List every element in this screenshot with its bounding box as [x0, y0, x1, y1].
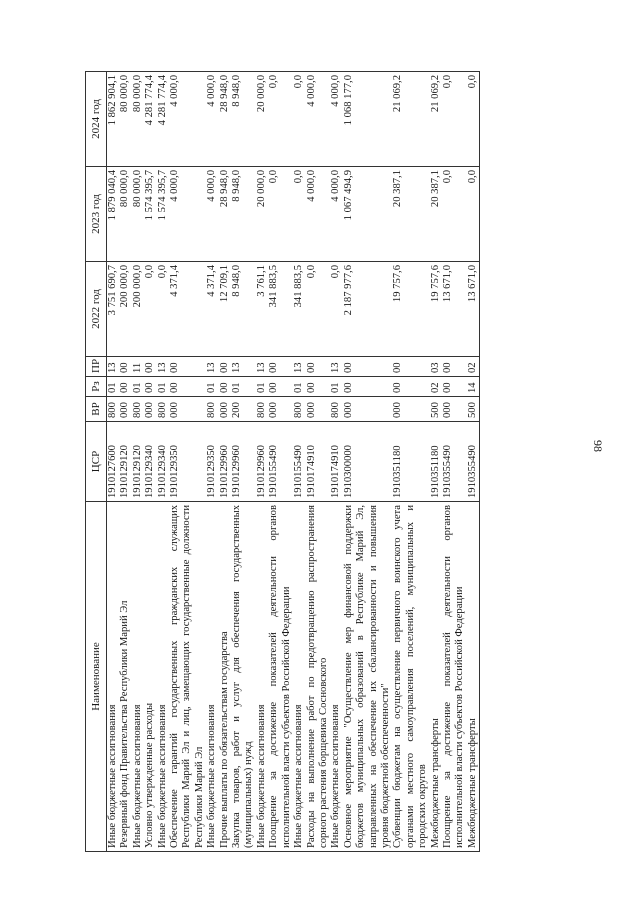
rotated-table-container: [85, 72, 525, 852]
row-2022: 200 000,0: [119, 262, 131, 357]
row-2023: 1 879 040,4: [107, 167, 120, 262]
row-csr: 1910351180: [392, 422, 429, 502]
row-csr: 1910155490: [268, 422, 293, 502]
budget-table: [85, 71, 480, 852]
row-name: Расходы на выполнение работ по предотвращению распространения сорного растения борщевика Сосновского: [306, 502, 331, 852]
row-2024: 0,0: [268, 72, 293, 167]
row-2023: 4 000,0: [306, 167, 331, 262]
row-pr: 00: [306, 357, 331, 377]
row-pr: 02: [467, 357, 480, 377]
row-name: Межбюджетные трансферты: [467, 502, 480, 852]
row-2023: 1 574 395,7: [157, 167, 169, 262]
row-2024: 4 000,0: [306, 72, 331, 167]
row-rz: 01: [132, 377, 144, 397]
row-2023: 0,0: [293, 167, 305, 262]
row-rz: 00: [144, 377, 156, 397]
row-2022: 13 671,0: [442, 262, 467, 357]
row-csr: 1910129340: [144, 422, 156, 502]
row-pr: 00: [169, 357, 206, 377]
table-row: [293, 72, 305, 852]
row-2023: 20 000,0: [256, 167, 268, 262]
table-row: [231, 72, 256, 852]
row-2023: 20 387,1: [392, 167, 429, 262]
row-vr: 800: [206, 397, 218, 422]
row-name: Иные бюджетные ассигнования: [293, 502, 305, 852]
row-csr: 1910129350: [169, 422, 206, 502]
row-rz: 14: [467, 377, 480, 397]
row-csr: 1910355490: [442, 422, 467, 502]
row-name: Резервный фонд Правительства Республики Марий Эл: [119, 502, 131, 852]
row-name: Межбюджетные трансферты: [430, 502, 442, 852]
row-vr: 500: [430, 397, 442, 422]
row-2022: 0,0: [157, 262, 169, 357]
row-pr: 00: [219, 357, 231, 377]
table-row: [467, 72, 480, 852]
row-2024: 20 000,0: [256, 72, 268, 167]
row-rz: 00: [119, 377, 131, 397]
row-2024: 21 069,2: [392, 72, 429, 167]
row-2022: 341 883,5: [293, 262, 305, 357]
row-rz: 01: [231, 377, 256, 397]
row-name: Иные бюджетные ассигнования: [256, 502, 268, 852]
table-row: [256, 72, 268, 852]
row-pr: 00: [119, 357, 131, 377]
row-name: Поощрение за достижение показателей деятельности органов исполнительной власти субъектов Российской Федерации: [268, 502, 293, 852]
row-name: Иные бюджетные ассигнования: [107, 502, 120, 852]
row-pr: 13: [293, 357, 305, 377]
row-pr: 03: [430, 357, 442, 377]
row-rz: 01: [107, 377, 120, 397]
row-pr: 13: [206, 357, 218, 377]
header-vr: ВР: [86, 397, 107, 422]
row-vr: 000: [144, 397, 156, 422]
row-vr: 800: [157, 397, 169, 422]
row-2024: 28 948,0: [219, 72, 231, 167]
row-name: Иные бюджетные ассигнования: [330, 502, 342, 852]
table-row: [132, 72, 144, 852]
table-row: [107, 72, 120, 852]
row-2024: 4 000,0: [169, 72, 206, 167]
row-2023: 0,0: [467, 167, 480, 262]
row-pr: 13: [330, 357, 342, 377]
row-csr: 1910127600: [107, 422, 120, 502]
header-name: Наименование: [86, 502, 107, 852]
row-vr: 800: [256, 397, 268, 422]
row-2022: 3 751 690,7: [107, 262, 120, 357]
row-2024: 21 069,2: [430, 72, 442, 167]
row-name: Иные бюджетные ассигнования: [157, 502, 169, 852]
row-2022: 2 187 977,6: [343, 262, 393, 357]
table-row: [430, 72, 442, 852]
row-name: Прочие выплаты по обязательствам государства: [219, 502, 231, 852]
header-pr: ПР: [86, 357, 107, 377]
row-2024: 8 948,0: [231, 72, 256, 167]
row-vr: 800: [107, 397, 120, 422]
row-2024: 0,0: [442, 72, 467, 167]
row-2023: 0,0: [268, 167, 293, 262]
row-name: Поощрение за достижение показателей деятельности органов исполнительной власти субъектов Российской Федерации: [442, 502, 467, 852]
row-pr: 13: [157, 357, 169, 377]
row-2024: 0,0: [467, 72, 480, 167]
row-pr: 11: [132, 357, 144, 377]
row-2022: 8 948,0: [231, 262, 256, 357]
row-2023: 20 387,1: [430, 167, 442, 262]
row-vr: 000: [392, 397, 429, 422]
row-name: Условно утвержденные расходы: [144, 502, 156, 852]
row-rz: 00: [442, 377, 467, 397]
row-vr: 000: [119, 397, 131, 422]
row-2023: 1 574 395,7: [144, 167, 156, 262]
row-rz: 02: [430, 377, 442, 397]
row-rz: 00: [268, 377, 293, 397]
table-row: [392, 72, 429, 852]
table-header: [86, 72, 107, 852]
table-row: [206, 72, 218, 852]
row-csr: 1910155490: [293, 422, 305, 502]
row-rz: 00: [219, 377, 231, 397]
row-2022: 19 757,6: [392, 262, 429, 357]
row-2022: 3 761,1: [256, 262, 268, 357]
row-2022: 13 671,0: [467, 262, 480, 357]
row-2022: 0,0: [306, 262, 331, 357]
row-rz: 01: [330, 377, 342, 397]
table-row: [157, 72, 169, 852]
row-2024: 4 000,0: [206, 72, 218, 167]
row-pr: 00: [343, 357, 393, 377]
row-pr: 13: [107, 357, 120, 377]
row-rz: 01: [256, 377, 268, 397]
row-2024: 1 862 904,1: [107, 72, 120, 167]
header-2023: 2023 год: [86, 167, 107, 262]
row-csr: 1910355490: [467, 422, 480, 502]
row-name: Иные бюджетные ассигнования: [132, 502, 144, 852]
row-2022: 4 371,4: [206, 262, 218, 357]
row-2024: 0,0: [293, 72, 305, 167]
row-rz: 00: [306, 377, 331, 397]
row-2022: 0,0: [144, 262, 156, 357]
row-csr: 1910174910: [306, 422, 331, 502]
table-row: [306, 72, 331, 852]
row-name: Субвенции бюджетам на осуществление первичного воинского учета органами местного самоуправления поселений, муниципальных и городских округов: [392, 502, 429, 852]
row-2022: 12 709,1: [219, 262, 231, 357]
row-2022: 0,0: [330, 262, 342, 357]
row-vr: 000: [442, 397, 467, 422]
row-rz: 00: [392, 377, 429, 397]
row-pr: 00: [144, 357, 156, 377]
row-pr: 00: [392, 357, 429, 377]
row-vr: 000: [219, 397, 231, 422]
row-csr: 1910129960: [231, 422, 256, 502]
row-pr: 00: [268, 357, 293, 377]
table-row: [442, 72, 467, 852]
row-vr: 200: [231, 397, 256, 422]
row-csr: 1910129120: [119, 422, 131, 502]
row-name: Иные бюджетные ассигнования: [206, 502, 218, 852]
row-csr: 1910129960: [256, 422, 268, 502]
header-2024: 2024 год: [86, 72, 107, 167]
row-2023: 4 000,0: [330, 167, 342, 262]
row-2023: 1 067 494,9: [343, 167, 393, 262]
row-csr: 1910129340: [157, 422, 169, 502]
row-rz: 00: [343, 377, 393, 397]
row-2024: 4 000,0: [330, 72, 342, 167]
header-2022: 2022 год: [86, 262, 107, 357]
row-csr: 1910129120: [132, 422, 144, 502]
row-2023: 80 000,0: [132, 167, 144, 262]
row-2023: 0,0: [442, 167, 467, 262]
row-2022: 200 000,0: [132, 262, 144, 357]
row-vr: 000: [268, 397, 293, 422]
row-csr: 1910174910: [330, 422, 342, 502]
page-number: 98: [591, 440, 605, 452]
row-rz: 01: [157, 377, 169, 397]
table-row: [169, 72, 206, 852]
row-csr: 1910300000: [343, 422, 393, 502]
row-2023: 80 000,0: [119, 167, 131, 262]
row-vr: 500: [467, 397, 480, 422]
row-vr: 000: [343, 397, 393, 422]
table-row: [268, 72, 293, 852]
row-vr: 800: [293, 397, 305, 422]
row-2023: 4 000,0: [169, 167, 206, 262]
table-row: [330, 72, 342, 852]
row-name: Обеспечение гарантий государственных гражданских служащих Республики Марий Эл и лиц, замещающих государственные должности Республики Марий Эл: [169, 502, 206, 852]
row-vr: 000: [306, 397, 331, 422]
row-2022: 341 883,5: [268, 262, 293, 357]
table-body: [107, 72, 480, 852]
row-2024: 80 000,0: [119, 72, 131, 167]
row-2022: 4 371,4: [169, 262, 206, 357]
row-rz: 00: [169, 377, 206, 397]
row-pr: 00: [442, 357, 467, 377]
row-2024: 4 281 774,4: [157, 72, 169, 167]
row-vr: 800: [330, 397, 342, 422]
row-rz: 01: [206, 377, 218, 397]
table-row: [144, 72, 156, 852]
row-2024: 4 281 774,4: [144, 72, 156, 167]
row-vr: 000: [169, 397, 206, 422]
row-pr: 13: [231, 357, 256, 377]
row-2022: 19 757,6: [430, 262, 442, 357]
table-row: [219, 72, 231, 852]
table-row: [343, 72, 393, 852]
row-vr: 800: [132, 397, 144, 422]
table-row: [119, 72, 131, 852]
header-csr: ЦСР: [86, 422, 107, 502]
row-2024: 80 000,0: [132, 72, 144, 167]
row-pr: 13: [256, 357, 268, 377]
row-name: Основное мероприятие "Осуществление мер финансовой поддержки бюджетов муниципальных образований в Республике Марий Эл, направленных на обеспечение их сбалансированности и повышения уровня бюджетной обеспеченности": [343, 502, 393, 852]
header-rz: Рз: [86, 377, 107, 397]
row-2023: 28 948,0: [219, 167, 231, 262]
row-rz: 01: [293, 377, 305, 397]
row-csr: 1910129960: [219, 422, 231, 502]
row-csr: 1910351180: [430, 422, 442, 502]
row-name: Закупка товаров, работ и услуг для обеспечения государственных (муниципальных) нужд: [231, 502, 256, 852]
row-2024: 1 068 177,0: [343, 72, 393, 167]
row-2023: 8 948,0: [231, 167, 256, 262]
row-2023: 4 000,0: [206, 167, 218, 262]
row-csr: 1910129350: [206, 422, 218, 502]
